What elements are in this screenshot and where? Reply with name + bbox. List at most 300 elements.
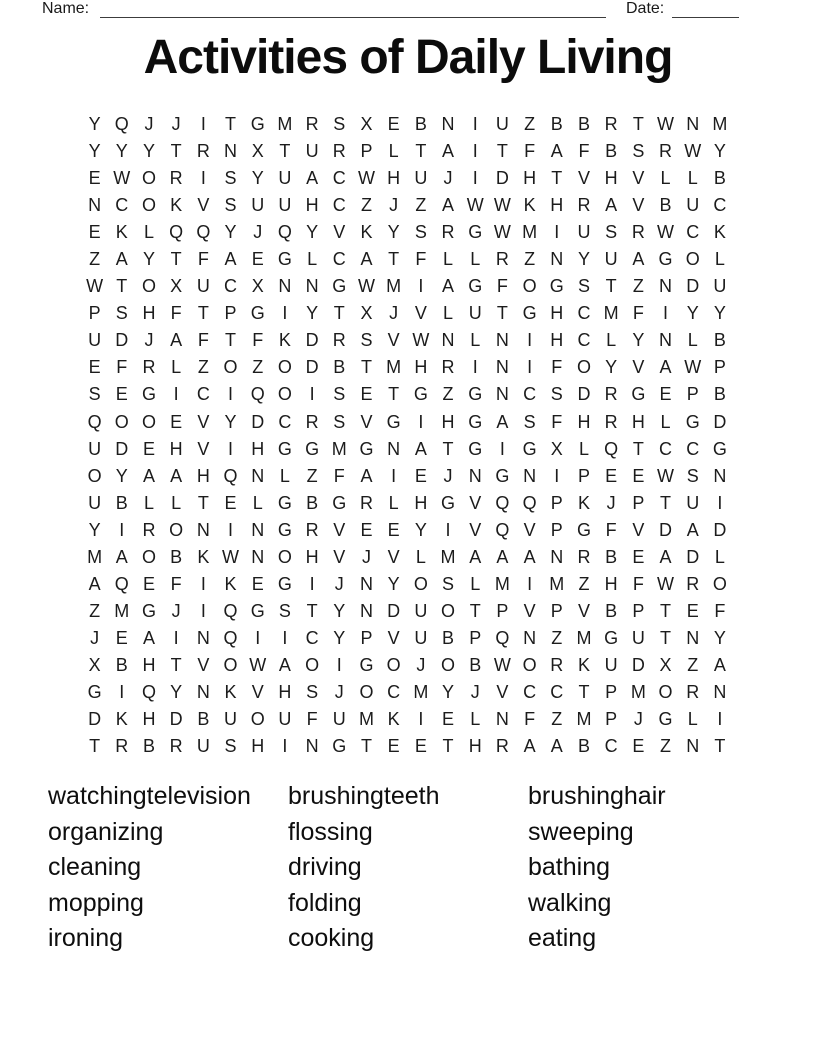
grid-letter: E bbox=[115, 384, 128, 405]
grid-letter: D bbox=[115, 438, 129, 459]
grid-letter: O bbox=[141, 546, 156, 567]
grid-letter: Y bbox=[115, 465, 128, 486]
grid-letter: C bbox=[659, 438, 673, 459]
grid-letter: W bbox=[222, 546, 240, 567]
grid-letter: R bbox=[142, 519, 156, 540]
grid-letter: W bbox=[412, 330, 430, 351]
grid-letter: U bbox=[305, 141, 319, 162]
grid-letter: C bbox=[577, 330, 591, 351]
grid-letter: T bbox=[89, 736, 101, 757]
grid-letter: E bbox=[686, 600, 699, 621]
grid-letter: A bbox=[115, 546, 128, 567]
grid-letter: Z bbox=[442, 384, 454, 405]
grid-letter: G bbox=[250, 114, 265, 135]
grid-letter: N bbox=[441, 114, 455, 135]
grid-letter: J bbox=[361, 546, 371, 567]
grid-letter: U bbox=[604, 654, 618, 675]
grid-letter: G bbox=[576, 519, 591, 540]
grid-letter: H bbox=[251, 438, 265, 459]
grid-letter: A bbox=[713, 654, 726, 675]
grid-letter: D bbox=[713, 519, 727, 540]
grid-letter: T bbox=[116, 276, 128, 297]
grid-letter: S bbox=[333, 411, 346, 432]
grid-letter: Z bbox=[524, 114, 536, 135]
grid-letter: G bbox=[468, 222, 483, 243]
word-list-item: eating bbox=[528, 924, 597, 952]
grid-letter: C bbox=[278, 411, 292, 432]
grid-letter: D bbox=[686, 546, 700, 567]
word-list-item: sweeping bbox=[528, 817, 634, 846]
grid-letter: T bbox=[415, 141, 427, 162]
grid-letter: N bbox=[196, 627, 210, 648]
grid-letter: F bbox=[197, 249, 209, 270]
grid-letter: O bbox=[169, 519, 184, 540]
grid-letter: E bbox=[224, 492, 237, 513]
grid-letter: Y bbox=[713, 627, 726, 648]
grid-letter: S bbox=[523, 411, 536, 432]
grid-letter: S bbox=[278, 600, 291, 621]
grid-letter: H bbox=[550, 330, 564, 351]
grid-letter: O bbox=[685, 249, 700, 270]
grid-letter: N bbox=[659, 276, 673, 297]
grid-letter: F bbox=[170, 573, 182, 594]
grid-letter: O bbox=[305, 654, 320, 675]
grid-letter: M bbox=[87, 546, 103, 567]
grid-letter: P bbox=[605, 682, 618, 702]
grid-letter: M bbox=[630, 682, 646, 702]
grid-letter: R bbox=[359, 492, 373, 513]
grid-letter: Q bbox=[87, 411, 102, 432]
date-blank-line bbox=[672, 0, 739, 18]
grid-letter: C bbox=[523, 682, 537, 702]
grid-letter: G bbox=[604, 627, 619, 648]
word-list-column bbox=[528, 779, 768, 957]
grid-letter: Y bbox=[142, 249, 155, 270]
grid-letter: A bbox=[142, 627, 155, 648]
grid-letter: H bbox=[251, 736, 265, 757]
grid-letter: A bbox=[659, 546, 672, 567]
grid-letter: Z bbox=[578, 573, 590, 594]
grid-letter: B bbox=[577, 736, 590, 757]
grid-letter: G bbox=[332, 276, 347, 297]
grid-letter: B bbox=[414, 114, 427, 135]
grid-letter: L bbox=[606, 330, 617, 351]
grid-letter: K bbox=[170, 195, 183, 216]
grid-letter: G bbox=[549, 276, 564, 297]
grid-letter: E bbox=[142, 573, 155, 594]
grid-letter: T bbox=[170, 249, 182, 270]
grid-letter: I bbox=[228, 384, 234, 405]
page-title: Activities of Daily Living bbox=[143, 31, 673, 84]
grid-letter: X bbox=[251, 141, 264, 162]
grid-letter: V bbox=[333, 222, 346, 243]
grid-letter: O bbox=[141, 168, 156, 189]
grid-letter: C bbox=[332, 249, 346, 270]
grid-letter: B bbox=[577, 114, 590, 135]
grid-letter: K bbox=[224, 682, 237, 702]
grid-letter: R bbox=[686, 682, 700, 702]
grid-letter: G bbox=[468, 384, 483, 405]
grid-letter: W bbox=[113, 168, 131, 189]
grid-letter: T bbox=[496, 303, 508, 324]
grid-letter: R bbox=[631, 222, 645, 243]
grid-letter: G bbox=[658, 709, 673, 730]
grid-letter: C bbox=[387, 682, 401, 702]
grid-letter: A bbox=[442, 141, 455, 162]
grid-letter: V bbox=[333, 546, 346, 567]
grid-letter: Q bbox=[223, 627, 238, 648]
grid-letter: G bbox=[468, 411, 483, 432]
grid-letter: I bbox=[200, 600, 206, 621]
grid-letter: V bbox=[632, 519, 645, 540]
grid-letter: F bbox=[306, 709, 318, 730]
grid-letter: O bbox=[522, 276, 537, 297]
grid-letter: R bbox=[332, 141, 346, 162]
grid-letter: L bbox=[443, 249, 454, 270]
grid-letter: Y bbox=[632, 330, 645, 351]
grid-letter: O bbox=[141, 276, 156, 297]
grid-letter: G bbox=[277, 438, 292, 459]
grid-letter: N bbox=[224, 141, 238, 162]
grid-letter: A bbox=[360, 249, 373, 270]
grid-letter: N bbox=[251, 546, 265, 567]
grid-letter: G bbox=[441, 492, 456, 513]
grid-letter: V bbox=[414, 303, 427, 324]
grid-letter: I bbox=[527, 330, 533, 351]
grid-letter: G bbox=[522, 303, 537, 324]
grid-letter: B bbox=[142, 736, 155, 757]
grid-letter: Y bbox=[115, 141, 128, 162]
grid-letter: P bbox=[605, 709, 618, 730]
grid-letter: R bbox=[604, 384, 618, 405]
grid-letter: F bbox=[605, 519, 617, 540]
grid-letter: J bbox=[389, 303, 399, 324]
grid-letter: L bbox=[388, 141, 399, 162]
word-list-item: watchingtelevision bbox=[48, 782, 251, 810]
grid-letter: P bbox=[469, 627, 482, 648]
grid-letter: M bbox=[440, 546, 456, 567]
grid-letter: E bbox=[605, 465, 618, 486]
grid-letter: O bbox=[250, 709, 265, 730]
grid-letter: E bbox=[414, 465, 427, 486]
grid-letter: U bbox=[686, 195, 700, 216]
grid-letter: Z bbox=[687, 654, 699, 675]
grid-letter: G bbox=[386, 411, 401, 432]
grid-letter: J bbox=[171, 600, 181, 621]
grid-letter: Y bbox=[333, 627, 346, 648]
grid-letter: Z bbox=[360, 195, 372, 216]
grid-letter: I bbox=[717, 709, 723, 730]
grid-letter: G bbox=[141, 384, 156, 405]
grid-letter: E bbox=[632, 736, 645, 757]
grid-letter: P bbox=[550, 492, 563, 513]
grid-letter: L bbox=[171, 357, 182, 378]
grid-letter: K bbox=[713, 222, 726, 243]
grid-letter: H bbox=[577, 411, 591, 432]
grid-letter: I bbox=[282, 736, 288, 757]
grid-letter: G bbox=[359, 438, 374, 459]
grid-letter: B bbox=[115, 654, 128, 675]
grid-letter: N bbox=[550, 249, 564, 270]
grid-letter: C bbox=[523, 384, 537, 405]
grid-letter: M bbox=[522, 222, 538, 243]
grid-letter: N bbox=[88, 195, 102, 216]
grid-letter: Y bbox=[306, 303, 319, 324]
grid-letter: I bbox=[418, 411, 424, 432]
grid-letter: T bbox=[660, 492, 672, 513]
word-list bbox=[48, 779, 788, 957]
grid-letter: L bbox=[143, 222, 154, 243]
grid-letter: N bbox=[550, 546, 564, 567]
grid-letter: V bbox=[632, 357, 645, 378]
grid-letter: A bbox=[414, 438, 427, 459]
word-list-item: flossing bbox=[288, 817, 373, 846]
grid-letter: F bbox=[524, 709, 536, 730]
grid-letter: C bbox=[115, 195, 129, 216]
grid-letter: I bbox=[228, 438, 234, 459]
grid-letter: M bbox=[549, 573, 565, 594]
grid-letter: D bbox=[305, 330, 319, 351]
grid-letter: R bbox=[196, 141, 210, 162]
grid-letter: S bbox=[115, 303, 128, 324]
grid-letter: O bbox=[522, 654, 537, 675]
grid-letter: A bbox=[550, 141, 563, 162]
grid-letter: Y bbox=[142, 141, 155, 162]
grid-letter: F bbox=[333, 465, 345, 486]
grid-letter: A bbox=[469, 546, 482, 567]
grid-letter: L bbox=[279, 465, 290, 486]
grid-letter: M bbox=[386, 276, 402, 297]
grid-letter: Y bbox=[387, 222, 400, 243]
grid-letter: V bbox=[251, 682, 264, 702]
grid-letter: G bbox=[468, 438, 483, 459]
grid-letter: B bbox=[605, 600, 618, 621]
grid-letter: F bbox=[116, 357, 128, 378]
grid-letter: K bbox=[197, 546, 210, 567]
grid-letter: R bbox=[441, 357, 455, 378]
grid-letter: F bbox=[632, 573, 644, 594]
grid-letter: V bbox=[197, 411, 210, 432]
grid-letter: I bbox=[173, 384, 179, 405]
grid-letter: Y bbox=[577, 249, 590, 270]
grid-letter: M bbox=[603, 303, 619, 324]
grid-letter: J bbox=[90, 627, 100, 648]
grid-letter: T bbox=[170, 654, 182, 675]
grid-letter: T bbox=[496, 141, 508, 162]
grid-letter: O bbox=[223, 654, 238, 675]
grid-letter: G bbox=[305, 438, 320, 459]
grid-letter: E bbox=[251, 249, 264, 270]
grid-letter: A bbox=[605, 195, 618, 216]
grid-letter: V bbox=[197, 195, 210, 216]
grid-letter: T bbox=[551, 168, 563, 189]
grid-letter: I bbox=[527, 357, 533, 378]
grid-letter: I bbox=[282, 627, 288, 648]
grid-letter: G bbox=[712, 438, 727, 459]
grid-letter: V bbox=[632, 195, 645, 216]
grid-letter: R bbox=[577, 195, 591, 216]
word-list-item: ironing bbox=[48, 924, 124, 952]
grid-letter: O bbox=[441, 600, 456, 621]
grid-letter: H bbox=[414, 357, 428, 378]
word-list-item: organizing bbox=[48, 817, 164, 846]
grid-letter: L bbox=[714, 249, 725, 270]
word-list-item: brushinghair bbox=[528, 782, 666, 810]
grid-letter: V bbox=[632, 168, 645, 189]
grid-letter: H bbox=[550, 303, 564, 324]
grid-letter: W bbox=[493, 222, 511, 243]
grid-letter: M bbox=[114, 600, 130, 621]
grid-letter: I bbox=[418, 276, 424, 297]
grid-letter: G bbox=[332, 736, 347, 757]
grid-letter: R bbox=[495, 736, 509, 757]
grid-letter: R bbox=[332, 330, 346, 351]
grid-letter: A bbox=[360, 465, 373, 486]
grid-letter: Q bbox=[250, 384, 265, 405]
grid-letter: I bbox=[336, 654, 342, 675]
word-list-item: walking bbox=[528, 888, 612, 917]
name-blank-line bbox=[100, 0, 606, 18]
grid-letter: S bbox=[224, 195, 237, 216]
grid-letter: I bbox=[663, 303, 669, 324]
word-list-item: cleaning bbox=[48, 853, 142, 881]
grid-letter: F bbox=[578, 141, 590, 162]
grid-letter: M bbox=[386, 357, 402, 378]
grid-letter: A bbox=[170, 465, 183, 486]
grid-letter: N bbox=[686, 627, 700, 648]
grid-letter: D bbox=[305, 357, 319, 378]
grid-letter: I bbox=[554, 465, 560, 486]
grid-letter: O bbox=[141, 411, 156, 432]
grid-letter: P bbox=[550, 600, 563, 621]
grid-letter: G bbox=[685, 411, 700, 432]
grid-letter: O bbox=[277, 384, 292, 405]
grid-letter: G bbox=[658, 249, 673, 270]
grid-letter: R bbox=[441, 222, 455, 243]
grid-letter: K bbox=[387, 709, 400, 730]
grid-letter: U bbox=[278, 168, 292, 189]
grid-letter: Q bbox=[277, 222, 292, 243]
grid-letter: U bbox=[414, 627, 428, 648]
date-label: Date: bbox=[626, 0, 665, 17]
grid-letter: L bbox=[443, 303, 454, 324]
grid-letter: I bbox=[119, 519, 125, 540]
grid-letter: K bbox=[224, 573, 237, 594]
grid-letter: E bbox=[632, 465, 645, 486]
grid-letter: U bbox=[88, 330, 102, 351]
grid-letter: D bbox=[495, 168, 509, 189]
grid-letter: G bbox=[277, 573, 292, 594]
grid-letter: I bbox=[309, 573, 315, 594]
grid-letter: G bbox=[277, 249, 292, 270]
grid-letter: N bbox=[495, 384, 509, 405]
grid-letter: B bbox=[170, 546, 183, 567]
grid-letter: V bbox=[523, 519, 536, 540]
grid-letter: F bbox=[496, 276, 508, 297]
grid-letter: Z bbox=[660, 736, 672, 757]
grid-letter: A bbox=[550, 736, 563, 757]
word-list-column bbox=[288, 779, 528, 957]
grid-letter: L bbox=[470, 573, 481, 594]
grid-letter: I bbox=[200, 114, 206, 135]
grid-letter: H bbox=[142, 654, 156, 675]
grid-letter: I bbox=[499, 438, 505, 459]
grid-letter: Z bbox=[524, 249, 536, 270]
grid-letter: J bbox=[144, 114, 154, 135]
grid-letter: R bbox=[305, 114, 319, 135]
grid-letter: E bbox=[442, 709, 455, 730]
grid-letter: J bbox=[606, 492, 616, 513]
grid-letter: T bbox=[279, 141, 291, 162]
grid-letter: R bbox=[604, 114, 618, 135]
grid-letter: U bbox=[495, 114, 509, 135]
grid-letter: T bbox=[170, 141, 182, 162]
grid-letter: W bbox=[357, 168, 375, 189]
grid-letter: L bbox=[687, 330, 698, 351]
grid-letter: M bbox=[331, 438, 347, 459]
grid-letter: Z bbox=[89, 249, 101, 270]
grid-letter: M bbox=[413, 682, 429, 702]
grid-letter: X bbox=[659, 654, 672, 675]
grid-letter: C bbox=[332, 195, 346, 216]
grid-letter: O bbox=[87, 465, 102, 486]
grid-letter: U bbox=[278, 195, 292, 216]
grid-letter: C bbox=[196, 384, 210, 405]
grid-letter: R bbox=[686, 573, 700, 594]
grid-letter: N bbox=[659, 330, 673, 351]
grid-letter: M bbox=[576, 627, 592, 648]
grid-letter: S bbox=[414, 222, 427, 243]
grid-letter: I bbox=[472, 141, 478, 162]
grid-letter: D bbox=[659, 519, 673, 540]
grid-letter: Y bbox=[387, 573, 400, 594]
grid-letter: T bbox=[225, 330, 237, 351]
grid-letter: A bbox=[224, 249, 237, 270]
grid-letter: U bbox=[196, 736, 210, 757]
grid-letter: B bbox=[115, 492, 128, 513]
grid-letter: O bbox=[413, 573, 428, 594]
grid-letter: I bbox=[200, 573, 206, 594]
grid-letter: K bbox=[115, 709, 128, 730]
grid-letter: A bbox=[496, 546, 509, 567]
grid-letter: E bbox=[387, 519, 400, 540]
grid-letter: K bbox=[278, 330, 291, 351]
grid-letter: B bbox=[442, 627, 455, 648]
grid-letter: Q bbox=[114, 573, 129, 594]
grid-letter: P bbox=[360, 627, 373, 648]
grid-letter: C bbox=[305, 627, 319, 648]
grid-letter: B bbox=[550, 114, 563, 135]
grid-letter: G bbox=[495, 465, 510, 486]
grid-letter: N bbox=[251, 465, 265, 486]
grid-letter: H bbox=[550, 195, 564, 216]
grid-letter: I bbox=[391, 465, 397, 486]
grid-letter: R bbox=[604, 411, 618, 432]
grid-letter: B bbox=[659, 195, 672, 216]
word-list-column bbox=[48, 779, 288, 957]
grid-letter: P bbox=[686, 384, 699, 405]
word-search-grid bbox=[81, 111, 734, 760]
grid-letter: W bbox=[657, 222, 675, 243]
grid-letter: L bbox=[660, 168, 671, 189]
grid-letter: Y bbox=[88, 519, 101, 540]
grid-letter: N bbox=[686, 736, 700, 757]
grid-letter: Y bbox=[224, 411, 237, 432]
grid-letter: T bbox=[632, 114, 644, 135]
grid-letter: C bbox=[686, 438, 700, 459]
grid-letter: N bbox=[305, 736, 319, 757]
grid-letter: X bbox=[251, 276, 264, 297]
